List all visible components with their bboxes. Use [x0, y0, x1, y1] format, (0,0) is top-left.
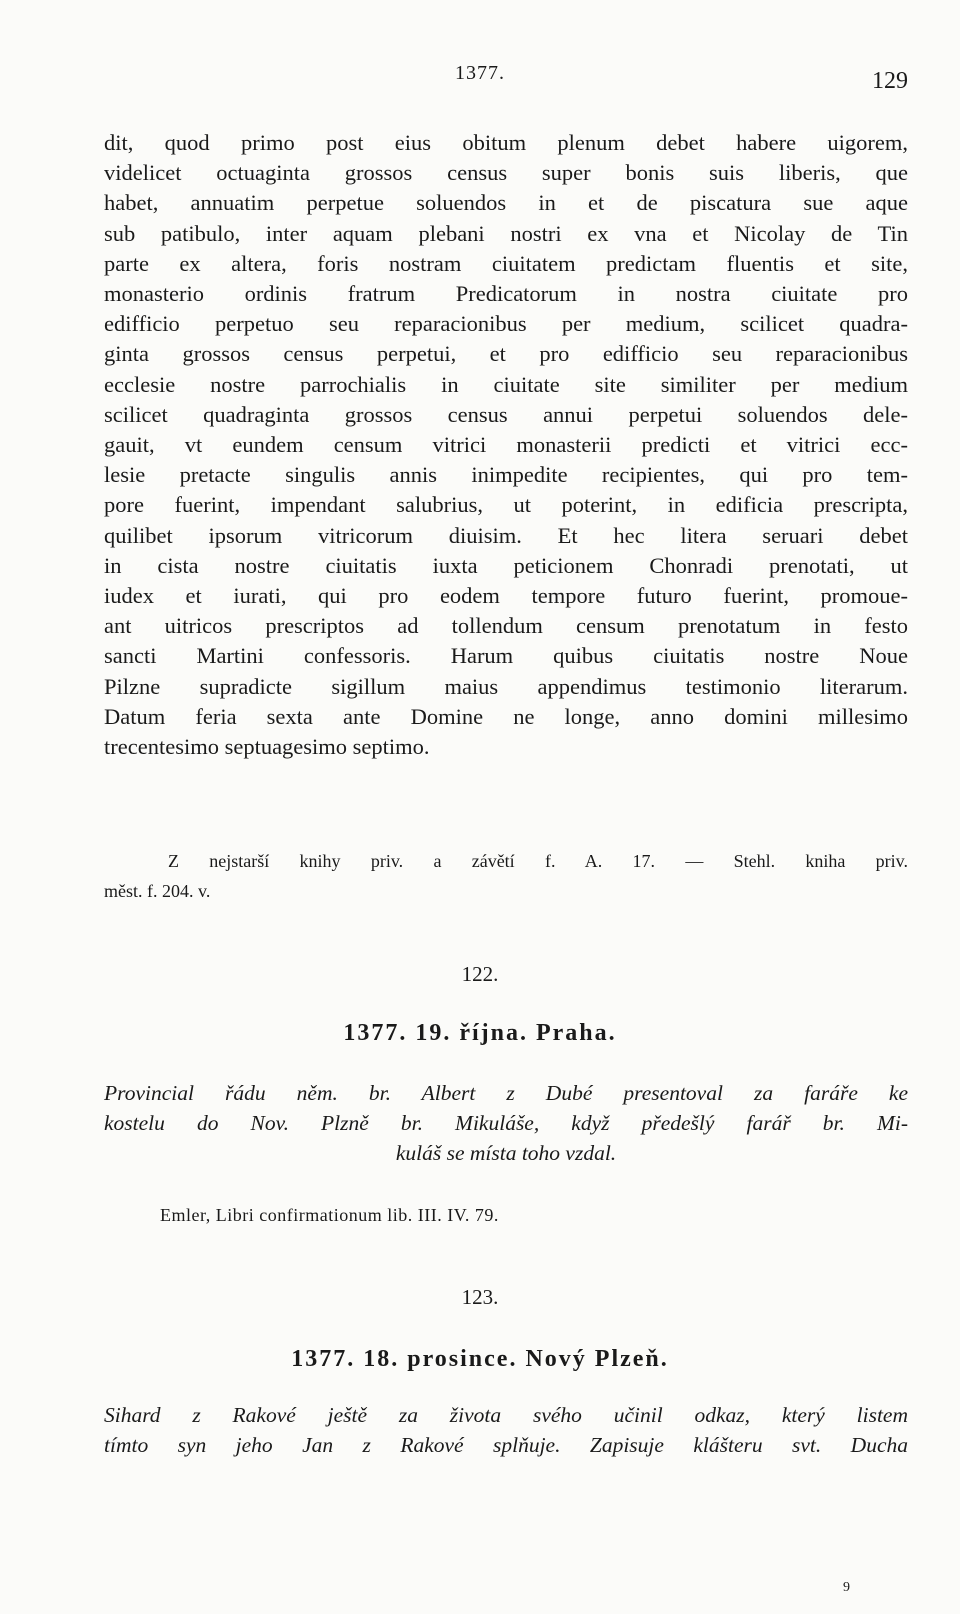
text-line: scilicet quadraginta grossos census annui perpetui soluendos dele-	[104, 401, 908, 427]
entry-number-122: 122.	[461, 962, 499, 986]
regest-line: Sihard z Rakové ještě za života svého učinil odkaz, který listem	[104, 1403, 908, 1427]
text-line: ant uitricos prescriptos ad tollendum censum prenotatum in festo	[104, 613, 908, 639]
text-line: videlicet octuaginta grossos census super bonis suis liberis, que	[104, 160, 908, 186]
text-line: habet, annuatim perpetue soluendos in et de piscatura sue aque	[104, 190, 908, 216]
reference-122: Emler, Libri confirmationum lib. III. IV. 79.	[160, 1205, 499, 1225]
text-line: Pilzne supradicte sigillum maius appendimus testimonio literarum.	[104, 673, 908, 699]
text-line: edifficio perpetuo seu reparacionibus per medium, scilicet quadra-	[104, 311, 908, 337]
charter-text	[104, 128, 908, 762]
regest-123	[104, 1400, 908, 1460]
entry-date-122: 1377. 19. října. Praha.	[343, 1020, 617, 1046]
source-line: Z nejstarší knihy priv. a závětí f. A. 17. — Stehl. kniha priv.	[168, 851, 908, 871]
text-line: iudex et iurati, qui pro eodem tempore futuro fuerint, promoue-	[104, 583, 908, 609]
text-line: sancti Martini confessoris. Harum quibus ciuitatis nostre Noue	[104, 643, 908, 669]
text-line: in cista nostre ciuitatis iuxta peticionem Chonradi prenotati, ut	[104, 552, 908, 578]
page-number: 129	[872, 68, 908, 94]
text-line: Datum feria sexta ante Domine ne longe, anno domini millesimo	[104, 703, 908, 729]
text-line: lesie pretacte singulis annis inimpedite recipientes, qui pro tem-	[104, 462, 908, 488]
text-line: gauit, vt eundem censum vitrici monasterii predicti et vitrici ecc-	[104, 432, 908, 458]
signature-mark: 9	[843, 1580, 850, 1595]
text-line: pore fuerint, impendant salubrius, ut poterint, in edificia prescripta,	[104, 492, 908, 518]
regest-line: tímto syn jeho Jan z Rakové splňuje. Zapisuje klášteru svt. Ducha	[104, 1433, 908, 1457]
regest-line: kuláš se místa toho vzdal.	[395, 1141, 617, 1165]
text-line: sub patibulo, inter aquam plebani nostri ex vna et Nicolay de Tin	[104, 220, 908, 246]
text-line: trecentesimo septuagesimo septimo.	[104, 734, 430, 760]
running-head	[0, 62, 960, 92]
text-line: ginta grossos census perpetui, et pro edifficio seu reparacionibus	[104, 341, 908, 367]
entry-date-123: 1377. 18. prosince. Nový Plzeň.	[291, 1346, 669, 1372]
running-head-year: 1377.	[455, 62, 505, 84]
text-line: dit, quod primo post eius obitum plenum debet habere uigorem,	[104, 130, 908, 155]
source-line: měst. f. 204. v.	[104, 881, 211, 901]
text-line: monasterio ordinis fratrum Predicatorum in nostra ciuitate pro	[104, 281, 908, 307]
text-line: ecclesie nostre parrochialis in ciuitate site similiter per medium	[104, 371, 908, 397]
text-line: parte ex altera, foris nostram ciuitatem predictam fluentis et site,	[104, 250, 908, 276]
source-note	[104, 846, 908, 906]
text-line: quilibet ipsorum vitricorum diuisim. Et hec litera seruari debet	[104, 522, 908, 548]
regest-122	[104, 1078, 908, 1168]
regest-line: kostelu do Nov. Plzně br. Mikuláše, když předešlý farář br. Mi-	[104, 1111, 908, 1135]
entry-number-123: 123.	[461, 1285, 499, 1309]
regest-line: Provincial řádu něm. br. Albert z Dubé presentoval za faráře ke	[104, 1081, 908, 1105]
